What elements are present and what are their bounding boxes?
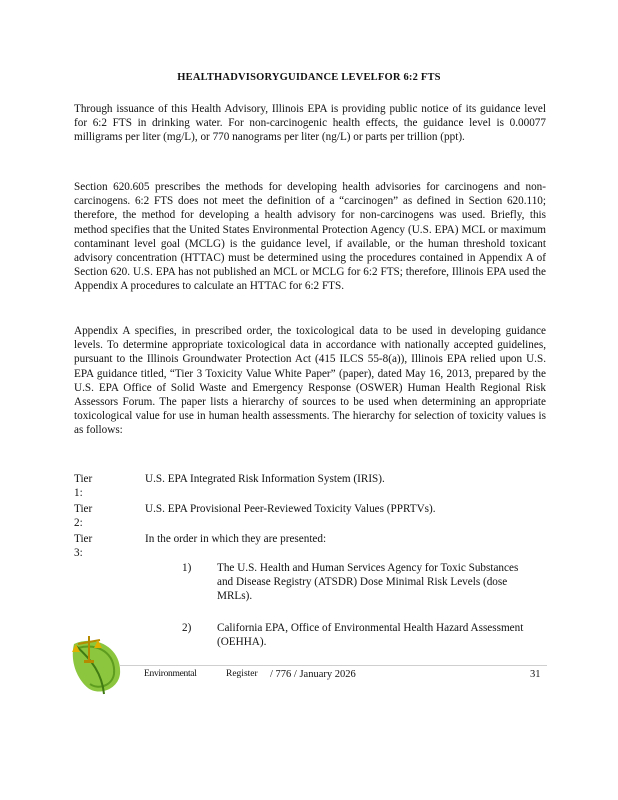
paragraph-text: Section 620.605 prescribes the methods for developing health advisories for carcinogens and non-carcinogens. 6:2 FTS does not meet the definition of a “carcinogen” as defined in Section 620.110; therefore, the method for developing a health advisory for non-carcinogens was used. Briefly, this method specifies that the United States Environmental Protection Agency (U.S. EPA) MCL or maximum contaminant level goal (MCLG) is the guidance level, if available, or the human threshold toxicant advisory concentration (HTTAC) must be determined using the procedures contained in Appendix A of Section 620. U.S. EPA has not published an MCL or MCLG for 6:2 FTS; therefore, Illinois EPA used the Appendix A procedures to calculate an HTTAC for 6:2 FTS.: [74, 181, 546, 293]
tier-text: In the order in which they are presented:: [145, 533, 327, 545]
tier-label: Tier 2:: [74, 503, 93, 530]
tier-label: Tier 3:: [74, 533, 93, 560]
paragraph-text: Through issuance of this Health Advisory, Illinois EPA is providing public notice of its guidance level for 6:2 FTS in drinking water. For non-carcinogenic health effects, the guidance level is 0.00077 milligrams per liter (mg/L), or 770 nanograms per liter (ng/L) or parts per trillion (ppt).: [74, 103, 546, 144]
environmental-register-leaf-logo-icon: [68, 630, 126, 696]
footer-publication: Environmental: [144, 669, 197, 679]
tier-label: Tier 1:: [74, 473, 93, 500]
item-number: 1): [182, 562, 192, 574]
tier-text: U.S. EPA Provisional Peer-Reviewed Toxicity Values (PPRTVs).: [145, 503, 436, 515]
footer-page-number: 31: [530, 669, 541, 680]
paragraph-intro: [74, 102, 546, 145]
item-text: California EPA, Office of Environmental Health Hazard Assessment (OEHHA).: [217, 622, 524, 649]
item-text: The U.S. Health and Human Services Agency for Toxic Substances and Disease Registry (ATSDR) Dose Minimal Risk Levels (dose MRLs).: [217, 562, 519, 603]
paragraph-appendix: [74, 324, 546, 438]
paragraph-methods: [74, 180, 546, 294]
document-title: HEALTHADVISORYGUIDANCE LEVELFOR 6:2 FTS: [177, 72, 441, 83]
footer-volume-date: / 776 / January 2026: [270, 669, 356, 680]
footer-register: Register: [226, 669, 258, 679]
footer-divider: [120, 665, 547, 666]
item-number: 2): [182, 622, 192, 634]
tier-text: U.S. EPA Integrated Risk Information System (IRIS).: [145, 473, 385, 485]
paragraph-text: Appendix A specifies, in prescribed order, the toxicological data to be used in developing guidance levels. To determine appropriate toxicological data in accordance with nationally accepted guidelines, pursuant to the Illinois Groundwater Protection Act (415 ILCS 55-8(a)), Illinois EPA relied upon U.S. EPA guidance titled, “Tier 3 Toxicity Value White Paper” (paper), dated May 16, 2013, prepared by the U.S. EPA Office of Solid Waste and Emergency Response (OSWER) Human Health Regional Risk Assessors Forum. The paper lists a hierarchy of sources to be used when determining an appropriate toxicological value for use in human health assessments. The hierarchy for selection of toxicity values is as follows:: [74, 325, 546, 437]
